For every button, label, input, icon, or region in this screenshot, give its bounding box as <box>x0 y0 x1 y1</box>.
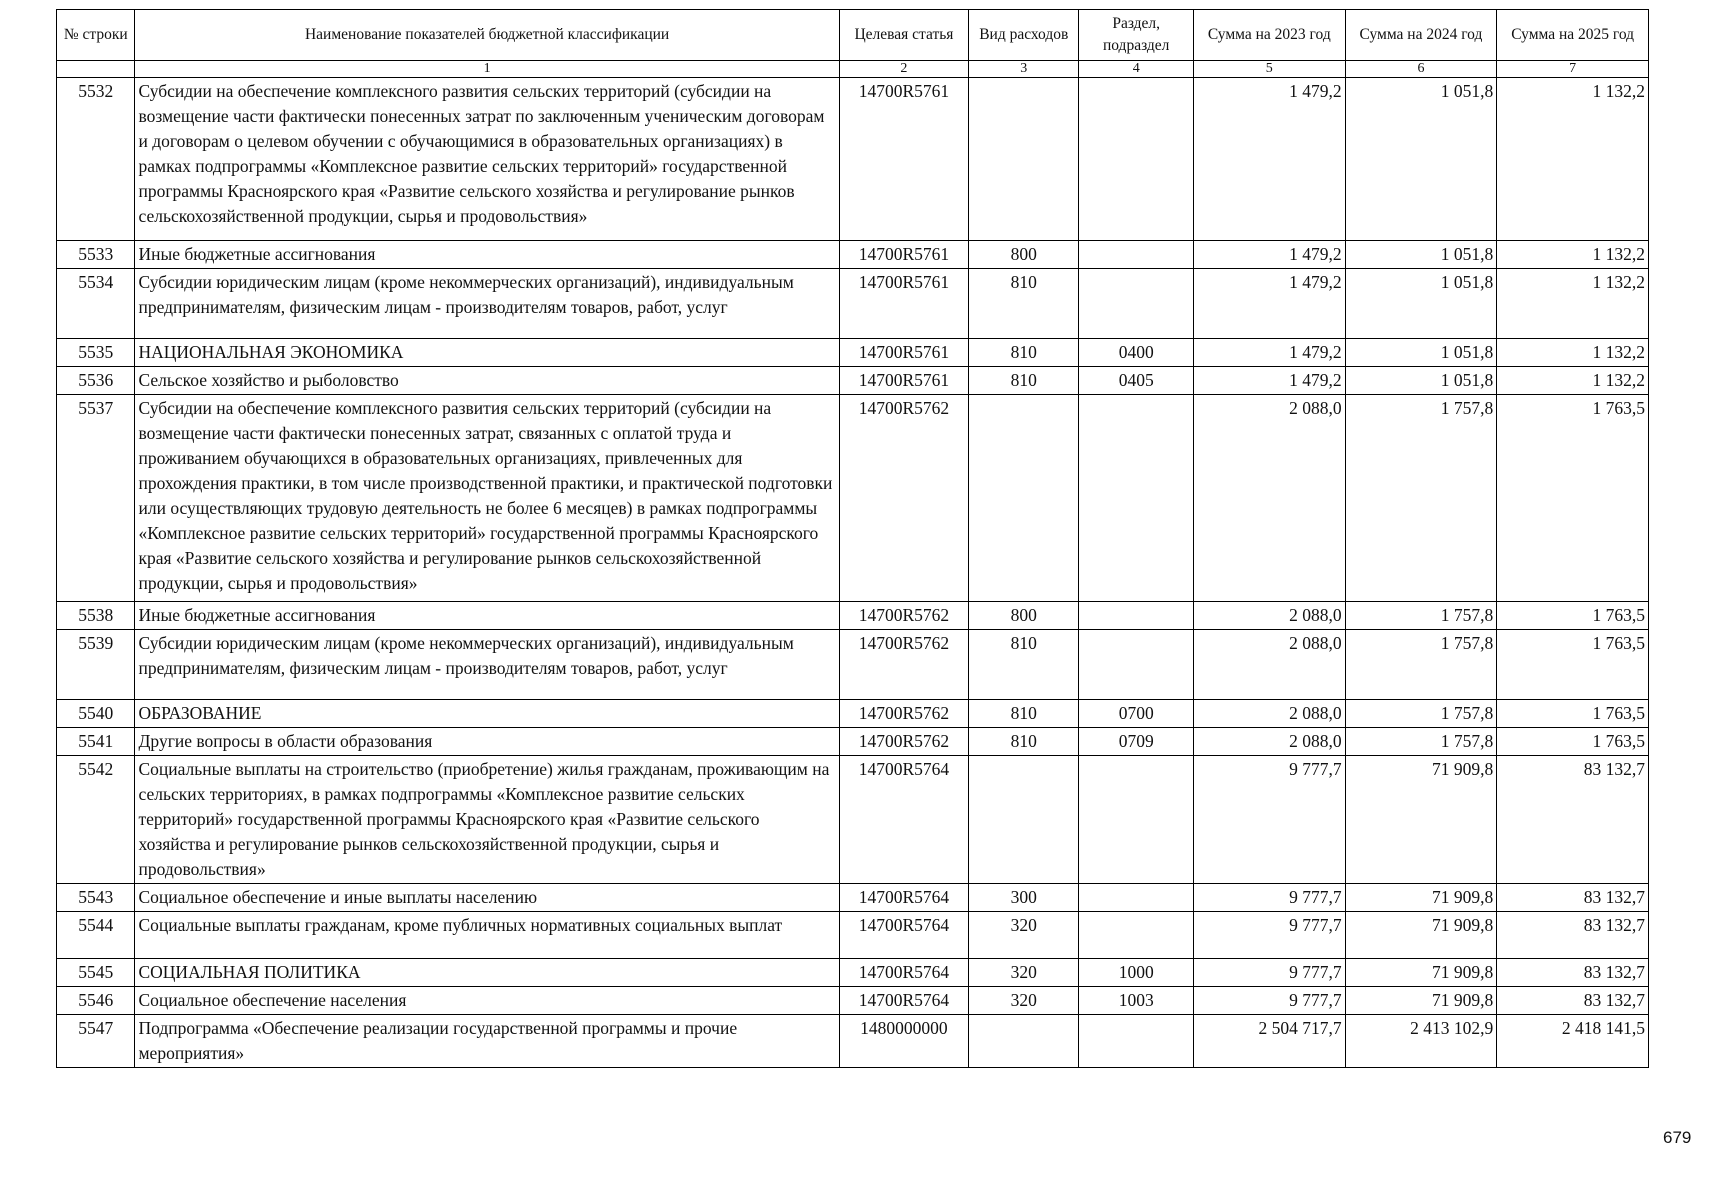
row-target-article: 14700R5761 <box>839 241 968 269</box>
row-expense-type: 800 <box>969 602 1079 630</box>
row-sum-2024: 1 051,8 <box>1345 367 1497 395</box>
row-number: 5538 <box>57 602 135 630</box>
row-target-article: 14700R5762 <box>839 602 968 630</box>
row-sum-2025: 1 132,2 <box>1497 241 1649 269</box>
column-number: 1 <box>135 61 839 78</box>
row-expense-type: 320 <box>969 959 1079 987</box>
row-number: 5540 <box>57 700 135 728</box>
row-expense-type: 300 <box>969 884 1079 912</box>
table-header-row <box>57 10 1649 61</box>
row-expense-type: 810 <box>969 367 1079 395</box>
row-sum-2025: 1 763,5 <box>1497 728 1649 756</box>
row-expense-type: 800 <box>969 241 1079 269</box>
row-number: 5541 <box>57 728 135 756</box>
table-row <box>57 602 1649 630</box>
row-name: Субсидии юридическим лицам (кроме некоммерческих организаций), индивидуальным предпринимателям, физическим лицам - производителям товаров, работ, услуг <box>135 269 839 339</box>
row-target-article: 14700R5762 <box>839 630 968 700</box>
row-number: 5533 <box>57 241 135 269</box>
row-sum-2024: 71 909,8 <box>1345 959 1497 987</box>
row-target-article: 14700R5761 <box>839 339 968 367</box>
row-sum-2024: 1 757,8 <box>1345 395 1497 602</box>
table-row <box>57 339 1649 367</box>
row-section <box>1079 1015 1194 1068</box>
row-sum-2024: 71 909,8 <box>1345 884 1497 912</box>
header-section: Раздел, подраздел <box>1079 10 1194 61</box>
column-number: 6 <box>1345 61 1497 78</box>
row-number: 5534 <box>57 269 135 339</box>
row-sum-2023: 2 504 717,7 <box>1193 1015 1345 1068</box>
row-expense-type: 320 <box>969 912 1079 959</box>
header-row-no: № строки <box>57 10 135 61</box>
row-number: 5543 <box>57 884 135 912</box>
row-name: Иные бюджетные ассигнования <box>135 602 839 630</box>
row-target-article: 14700R5764 <box>839 912 968 959</box>
row-sum-2025: 83 132,7 <box>1497 959 1649 987</box>
row-section <box>1079 630 1194 700</box>
row-sum-2025: 1 763,5 <box>1497 395 1649 602</box>
table-row <box>57 700 1649 728</box>
row-sum-2025: 83 132,7 <box>1497 756 1649 884</box>
column-number: 5 <box>1193 61 1345 78</box>
row-section: 0700 <box>1079 700 1194 728</box>
row-sum-2024: 71 909,8 <box>1345 912 1497 959</box>
row-target-article: 14700R5762 <box>839 728 968 756</box>
row-sum-2024: 1 051,8 <box>1345 78 1497 241</box>
row-sum-2024: 1 757,8 <box>1345 602 1497 630</box>
header-name: Наименование показателей бюджетной классификации <box>135 10 839 61</box>
row-sum-2025: 1 763,5 <box>1497 700 1649 728</box>
row-sum-2024: 1 757,8 <box>1345 700 1497 728</box>
row-target-article: 14700R5761 <box>839 269 968 339</box>
row-target-article: 14700R5762 <box>839 395 968 602</box>
row-sum-2023: 9 777,7 <box>1193 884 1345 912</box>
row-target-article: 14700R5762 <box>839 700 968 728</box>
table-row <box>57 756 1649 884</box>
row-sum-2024: 1 051,8 <box>1345 269 1497 339</box>
row-number: 5547 <box>57 1015 135 1068</box>
row-number: 5532 <box>57 78 135 241</box>
row-number: 5544 <box>57 912 135 959</box>
row-name: Субсидии юридическим лицам (кроме некоммерческих организаций), индивидуальным предпринимателям, физическим лицам - производителям товаров, работ, услуг <box>135 630 839 700</box>
row-section <box>1079 269 1194 339</box>
table-row <box>57 959 1649 987</box>
row-name: Социальное обеспечение населения <box>135 987 839 1015</box>
table-row <box>57 367 1649 395</box>
row-sum-2023: 1 479,2 <box>1193 269 1345 339</box>
row-sum-2025: 2 418 141,5 <box>1497 1015 1649 1068</box>
row-sum-2023: 9 777,7 <box>1193 756 1345 884</box>
table-row <box>57 241 1649 269</box>
table-row <box>57 728 1649 756</box>
row-sum-2023: 9 777,7 <box>1193 912 1345 959</box>
row-sum-2024: 1 051,8 <box>1345 339 1497 367</box>
row-sum-2024: 1 051,8 <box>1345 241 1497 269</box>
row-section <box>1079 78 1194 241</box>
row-sum-2023: 2 088,0 <box>1193 630 1345 700</box>
column-number-empty <box>57 61 135 78</box>
row-sum-2025: 1 763,5 <box>1497 602 1649 630</box>
row-name: Субсидии на обеспечение комплексного развития сельских территорий (субсидии на возмещение части фактически понесенных затрат, связанных с оплатой труда и проживанием обучающихся в образовательных организациях, привлеченных для прохождения практики, в том числе производственной практики, и практической подготовки или осуществляющих трудовую деятельность не более 6 месяцев) в рамках подпрограммы «Комплексное развитие сельских территорий» государственной программы Красноярского края «Развитие сельского хозяйства и регулирование рынков сельскохозяйственной продукции, сырья и продовольствия» <box>135 395 839 602</box>
row-name: Сельское хозяйство и рыболовство <box>135 367 839 395</box>
row-expense-type <box>969 756 1079 884</box>
budget-document <box>56 9 1649 1068</box>
row-sum-2023: 1 479,2 <box>1193 367 1345 395</box>
row-expense-type: 810 <box>969 700 1079 728</box>
table-row <box>57 78 1649 241</box>
column-number: 4 <box>1079 61 1194 78</box>
row-name: Субсидии на обеспечение комплексного развития сельских территорий (субсидии на возмещение части фактически понесенных затрат по заключенным ученическим договорам и договорам о целевом обучении с обучающимися в образовательных организациях) в рамках подпрограммы «Комплексное развитие сельских территорий» государственной программы Красноярского края «Развитие сельского хозяйства и регулирование рынков сельскохозяйственной продукции, сырья и продовольствия» <box>135 78 839 241</box>
row-expense-type <box>969 1015 1079 1068</box>
row-number: 5536 <box>57 367 135 395</box>
row-number: 5542 <box>57 756 135 884</box>
row-expense-type: 810 <box>969 728 1079 756</box>
row-sum-2025: 1 132,2 <box>1497 269 1649 339</box>
row-section <box>1079 395 1194 602</box>
row-sum-2025: 1 763,5 <box>1497 630 1649 700</box>
row-expense-type: 810 <box>969 269 1079 339</box>
row-section <box>1079 912 1194 959</box>
row-number: 5537 <box>57 395 135 602</box>
row-expense-type: 810 <box>969 630 1079 700</box>
row-number: 5546 <box>57 987 135 1015</box>
row-name: Социальные выплаты на строительство (приобретение) жилья гражданам, проживающим на сельских территориях, в рамках подпрограммы «Комплексное развитие сельских территорий» государственной программы Красноярского края «Развитие сельского хозяйства и регулирование рынков сельскохозяйственной продукции, сырья и продовольствия» <box>135 756 839 884</box>
table-row <box>57 395 1649 602</box>
row-sum-2024: 2 413 102,9 <box>1345 1015 1497 1068</box>
row-name: Подпрограмма «Обеспечение реализации государственной программы и прочие мероприятия» <box>135 1015 839 1068</box>
row-sum-2023: 9 777,7 <box>1193 987 1345 1015</box>
table-row <box>57 1015 1649 1068</box>
row-section: 1000 <box>1079 959 1194 987</box>
row-name: СОЦИАЛЬНАЯ ПОЛИТИКА <box>135 959 839 987</box>
row-sum-2023: 1 479,2 <box>1193 78 1345 241</box>
row-expense-type: 320 <box>969 987 1079 1015</box>
row-sum-2023: 2 088,0 <box>1193 728 1345 756</box>
row-name: НАЦИОНАЛЬНАЯ ЭКОНОМИКА <box>135 339 839 367</box>
row-section <box>1079 241 1194 269</box>
row-sum-2023: 2 088,0 <box>1193 395 1345 602</box>
row-target-article: 14700R5761 <box>839 78 968 241</box>
header-exp-type: Вид расходов <box>969 10 1079 61</box>
row-expense-type: 810 <box>969 339 1079 367</box>
row-target-article: 14700R5764 <box>839 756 968 884</box>
row-section: 0709 <box>1079 728 1194 756</box>
row-sum-2023: 1 479,2 <box>1193 339 1345 367</box>
header-sum-2024: Сумма на 2024 год <box>1345 10 1497 61</box>
row-sum-2023: 2 088,0 <box>1193 602 1345 630</box>
column-number: 3 <box>969 61 1079 78</box>
row-target-article: 1480000000 <box>839 1015 968 1068</box>
budget-table <box>56 9 1649 1068</box>
table-row <box>57 912 1649 959</box>
row-sum-2025: 1 132,2 <box>1497 367 1649 395</box>
row-number: 5539 <box>57 630 135 700</box>
row-target-article: 14700R5764 <box>839 959 968 987</box>
row-name: Другие вопросы в области образования <box>135 728 839 756</box>
row-sum-2025: 83 132,7 <box>1497 987 1649 1015</box>
row-section <box>1079 756 1194 884</box>
row-section: 0400 <box>1079 339 1194 367</box>
row-expense-type <box>969 395 1079 602</box>
row-target-article: 14700R5761 <box>839 367 968 395</box>
row-sum-2025: 83 132,7 <box>1497 912 1649 959</box>
row-sum-2025: 83 132,7 <box>1497 884 1649 912</box>
table-row <box>57 269 1649 339</box>
row-target-article: 14700R5764 <box>839 884 968 912</box>
row-section <box>1079 884 1194 912</box>
row-sum-2024: 1 757,8 <box>1345 630 1497 700</box>
row-sum-2025: 1 132,2 <box>1497 78 1649 241</box>
row-section <box>1079 602 1194 630</box>
column-number: 7 <box>1497 61 1649 78</box>
row-section: 0405 <box>1079 367 1194 395</box>
row-sum-2024: 1 757,8 <box>1345 728 1497 756</box>
row-sum-2025: 1 132,2 <box>1497 339 1649 367</box>
row-sum-2024: 71 909,8 <box>1345 987 1497 1015</box>
row-name: Социальное обеспечение и иные выплаты населению <box>135 884 839 912</box>
column-number: 2 <box>839 61 968 78</box>
row-section: 1003 <box>1079 987 1194 1015</box>
header-sum-2025: Сумма на 2025 год <box>1497 10 1649 61</box>
row-sum-2023: 2 088,0 <box>1193 700 1345 728</box>
row-name: Иные бюджетные ассигнования <box>135 241 839 269</box>
row-name: ОБРАЗОВАНИЕ <box>135 700 839 728</box>
table-row <box>57 884 1649 912</box>
header-target: Целевая статья <box>839 10 968 61</box>
page-number: 679 <box>1663 1128 1692 1147</box>
row-number: 5535 <box>57 339 135 367</box>
table-row <box>57 987 1649 1015</box>
table-row <box>57 630 1649 700</box>
column-number-row <box>57 61 1649 78</box>
row-target-article: 14700R5764 <box>839 987 968 1015</box>
row-sum-2023: 9 777,7 <box>1193 959 1345 987</box>
row-number: 5545 <box>57 959 135 987</box>
row-name: Социальные выплаты гражданам, кроме публичных нормативных социальных выплат <box>135 912 839 959</box>
row-expense-type <box>969 78 1079 241</box>
row-sum-2023: 1 479,2 <box>1193 241 1345 269</box>
header-sum-2023: Сумма на 2023 год <box>1193 10 1345 61</box>
row-sum-2024: 71 909,8 <box>1345 756 1497 884</box>
